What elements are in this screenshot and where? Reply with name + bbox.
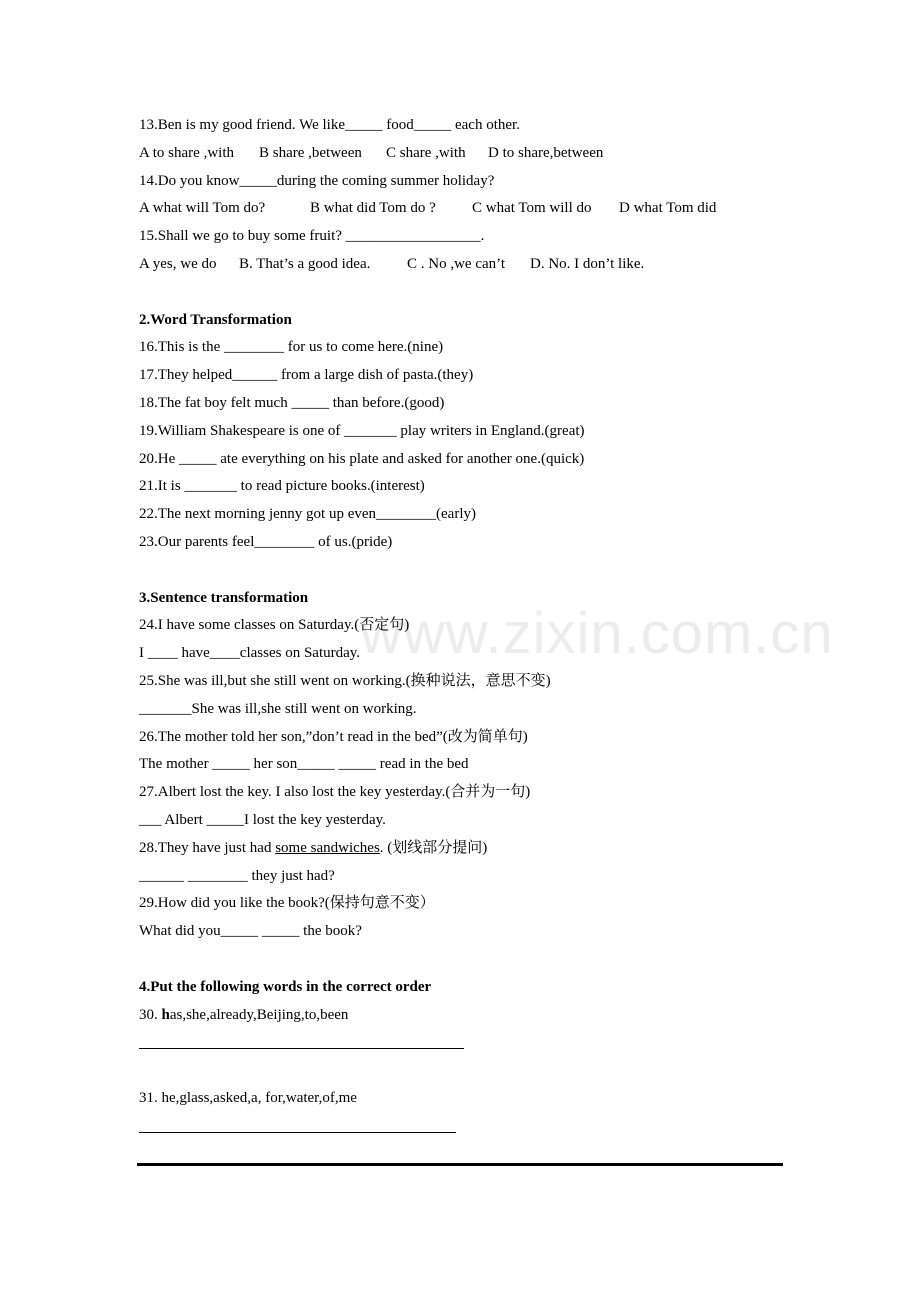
page-bottom-rule	[137, 1163, 783, 1166]
question-28-stem-before: 28.They have just had	[139, 839, 276, 856]
question-31: 31. he,glass,asked,a, for,water,of,me	[139, 1089, 357, 1106]
option-d: D. No. I don’t like.	[530, 255, 645, 272]
section-heading-word-transformation: 2.Word Transformation	[139, 311, 292, 328]
option-c: C share ,with	[386, 144, 466, 161]
question-29-answer: What did you_____ _____ the book?	[139, 923, 362, 940]
question-26-answer: The mother _____ her son_____ _____ read in the bed	[139, 756, 469, 773]
option-a: A to share ,with	[139, 144, 234, 161]
question-16: 16.This is the ________ for us to come here.(nine)	[139, 339, 444, 356]
question-15-stem: 15.Shall we go to buy some fruit? __________________.	[139, 228, 485, 245]
question-30-words: as,she,already,Beijing,to,been	[169, 1006, 349, 1023]
question-25-answer: _______She was ill,she still went on working.	[139, 700, 417, 717]
spacer	[139, 1057, 789, 1085]
option-c: C what Tom will do	[472, 200, 592, 217]
question-30-first-letter: h	[161, 1006, 170, 1023]
option-a: A yes, we do	[139, 255, 217, 272]
question-13-options	[139, 140, 789, 168]
answer-line-30	[139, 1029, 789, 1057]
option-c: C . No ,we can’t	[407, 255, 506, 272]
question-28-answer: ______ ________ they just had?	[139, 867, 335, 884]
spacer	[139, 946, 789, 974]
option-a: A what will Tom do?	[139, 200, 266, 217]
question-27-answer: ___ Albert _____I lost the key yesterday.	[139, 811, 386, 828]
question-19: 19.William Shakespeare is one of _______ play writers in England.(great)	[139, 422, 585, 439]
question-26-stem: 26.The mother told her son,”don’t read in the bed”(改为简单句)	[139, 728, 528, 745]
underlined-phrase: some sandwiches	[275, 839, 380, 856]
question-29-stem: 29.How did you like the book?(保持句意不变）	[139, 895, 435, 912]
question-30	[139, 1002, 789, 1030]
question-28-stem	[139, 835, 789, 863]
question-27-stem: 27.Albert lost the key. I also lost the key yesterday.(合并为一句)	[139, 784, 531, 801]
question-25-stem: 25.She was ill,but she still went on working.(换种说法，意思不变)	[139, 672, 551, 689]
question-20: 20.He _____ ate everything on his plate and asked for another one.(quick)	[139, 450, 585, 467]
section-heading-word-order: 4.Put the following words in the correct order	[139, 978, 432, 995]
section-heading-sentence-transformation: 3.Sentence transformation	[139, 589, 309, 606]
spacer	[139, 279, 789, 307]
question-28-stem-after: . (划线部分提问)	[379, 839, 488, 856]
question-14-options	[139, 195, 789, 223]
question-22: 22.The next morning jenny got up even________(early)	[139, 506, 477, 523]
question-18: 18.The fat boy felt much _____ than before.(good)	[139, 394, 445, 411]
watermark: www.zixin.com.cn	[360, 601, 834, 666]
question-23: 23.Our parents feel________ of us.(pride)	[139, 533, 393, 550]
option-b: B what did Tom do ?	[310, 200, 436, 217]
spacer	[139, 557, 789, 585]
question-13-stem: 13.Ben is my good friend. We like_____ food_____ each other.	[139, 117, 520, 133]
worksheet	[139, 112, 789, 1140]
option-b: B share ,between	[259, 144, 362, 161]
question-14-stem: 14.Do you know_____during the coming summer holiday?	[139, 172, 495, 189]
option-d: D what Tom did	[619, 200, 717, 217]
question-24-stem: 24.I have some classes on Saturday.(否定句)	[139, 617, 410, 634]
question-17: 17.They helped______ from a large dish of pasta.(they)	[139, 367, 474, 384]
option-b: B. That’s a good idea.	[239, 255, 371, 272]
option-d: D to share,between	[488, 144, 604, 161]
question-30-number: 30.	[139, 1006, 162, 1023]
question-15-options	[139, 251, 789, 279]
question-24-answer: I ____ have____classes on Saturday.	[139, 645, 361, 662]
answer-line-31	[139, 1113, 789, 1141]
question-21: 21.It is _______ to read picture books.(interest)	[139, 478, 425, 495]
